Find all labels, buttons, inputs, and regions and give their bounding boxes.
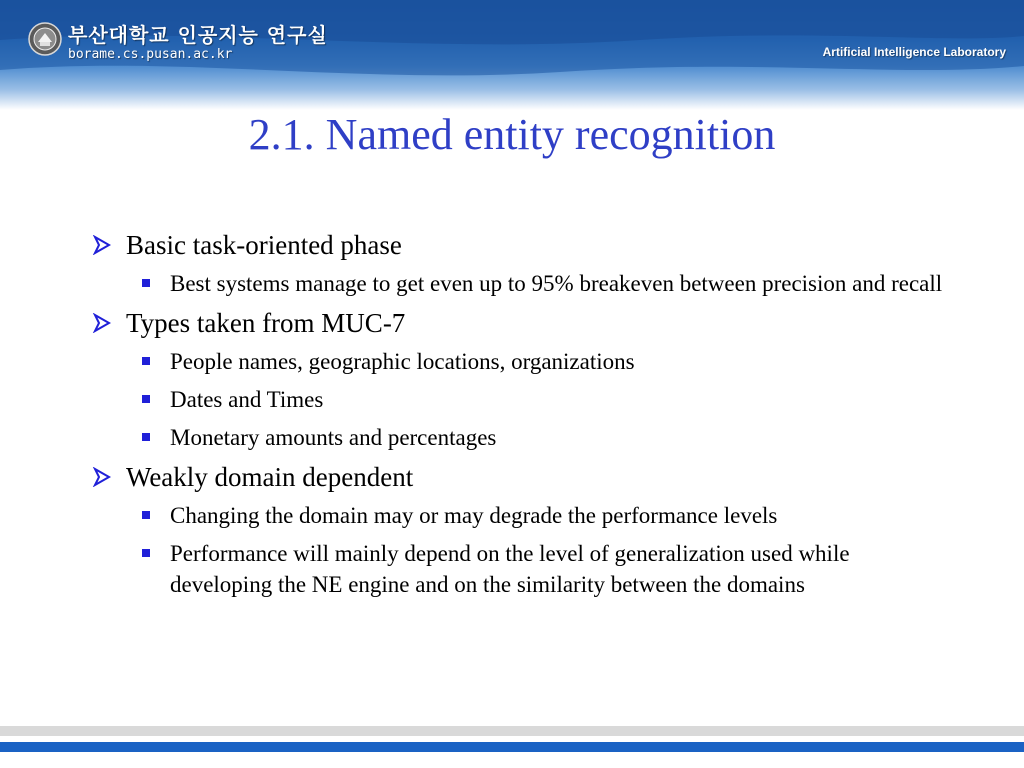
arrow-bullet-icon xyxy=(92,235,112,255)
lab-name: Artificial Intelligence Laboratory xyxy=(822,45,1006,59)
organization-name: 부산대학교 인공지능 연구실 xyxy=(68,23,328,47)
sub-bullet-text: Monetary amounts and percentages xyxy=(170,425,497,450)
square-bullet-icon xyxy=(142,357,150,365)
bullet-item xyxy=(92,228,952,262)
sub-bullet-text: Performance will mainly depend on the level of generalization used while developing the NE engine and on the similarity between the domains xyxy=(170,541,850,597)
slide-header xyxy=(0,0,1024,110)
square-bullet-icon xyxy=(142,433,150,441)
slide-title: 2.1. Named entity recognition xyxy=(248,110,776,159)
square-bullet-icon xyxy=(142,395,150,403)
bullet-item xyxy=(92,306,952,340)
footer-decoration xyxy=(0,722,1024,758)
sub-bullet-text: Best systems manage to get even up to 95% breakeven between precision and recall xyxy=(170,271,943,296)
square-bullet-icon xyxy=(142,511,150,519)
sub-bullet-item xyxy=(140,346,952,377)
sub-bullet-text: Dates and Times xyxy=(170,387,324,412)
sub-bullet-item xyxy=(140,384,952,415)
square-bullet-icon xyxy=(142,279,150,287)
footer-gray-line xyxy=(0,726,1024,736)
bullet-text: Types taken from MUC-7 xyxy=(126,308,406,338)
arrow-bullet-icon xyxy=(92,467,112,487)
bullet-item xyxy=(92,460,952,494)
bullet-text: Weakly domain dependent xyxy=(126,462,414,492)
bullet-text: Basic task-oriented phase xyxy=(126,230,402,260)
sub-bullet-item xyxy=(140,268,952,299)
sub-bullet-item xyxy=(140,538,952,600)
footer-blue-line xyxy=(0,742,1024,752)
slide-content xyxy=(92,228,952,607)
sub-bullet-text: Changing the domain may or may degrade the performance levels xyxy=(170,503,778,528)
sub-bullet-text: People names, geographic locations, organizations xyxy=(170,349,635,374)
sub-bullet-item xyxy=(140,422,952,453)
university-emblem-icon xyxy=(28,22,62,56)
organization-url[interactable]: borame.cs.pusan.ac.kr xyxy=(68,47,233,62)
square-bullet-icon xyxy=(142,549,150,557)
arrow-bullet-icon xyxy=(92,313,112,333)
sub-bullet-item xyxy=(140,500,952,531)
